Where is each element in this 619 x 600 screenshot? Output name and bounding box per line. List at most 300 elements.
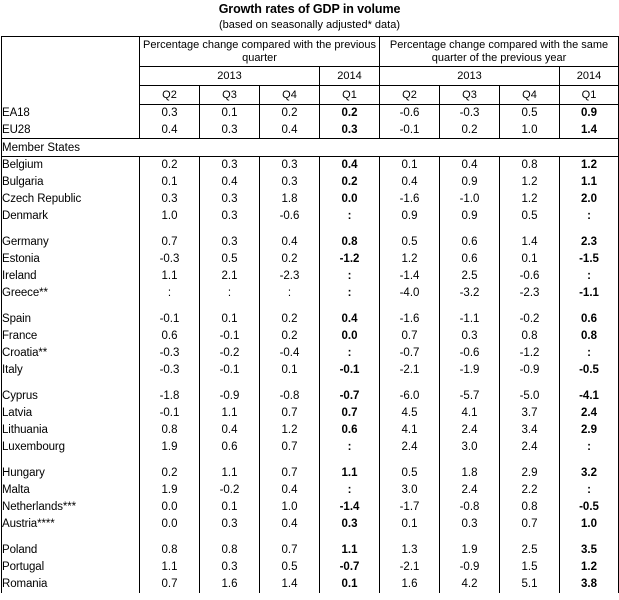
spacer-cell — [2, 533, 140, 542]
cell-qoq-1: 0.3 — [200, 234, 260, 251]
cell-qoq-2: 0.2 — [260, 251, 320, 268]
cell-yoy-0: 0.1 — [380, 516, 440, 533]
row-country-label: Lithuania — [2, 422, 140, 439]
cell-qoq-0: 0.1 — [140, 174, 200, 191]
row-country-label: Poland — [2, 542, 140, 559]
cell-yoy-0: 4.1 — [380, 422, 440, 439]
cell-yoy-0: 0.4 — [380, 174, 440, 191]
table-row — [2, 311, 619, 328]
table-body — [2, 105, 619, 593]
header-group-qoq: Percentage change compared with the previous quarter — [140, 37, 380, 67]
cell-qoq-1: 0.8 — [200, 542, 260, 559]
cell-qoq-3: : — [320, 208, 380, 225]
cell-yoy-2: -0.6 — [500, 268, 560, 285]
cell-yoy-3: 2.9 — [560, 422, 619, 439]
section-label-member-states: Member States — [2, 139, 619, 157]
cell-qoq-0: 0.7 — [140, 576, 200, 593]
table-row — [2, 157, 619, 174]
cell-qoq-1: 0.3 — [200, 516, 260, 533]
cell-yoy-2: 1.2 — [500, 174, 560, 191]
cell-qoq-0: 1.1 — [140, 559, 200, 576]
spacer-cell — [320, 302, 380, 311]
cell-yoy-0: 2.4 — [380, 439, 440, 456]
cell-qoq-3: 1.1 — [320, 465, 380, 482]
cell-yoy-0: -1.7 — [380, 499, 440, 516]
spacer-cell — [500, 225, 560, 234]
spacer-cell — [140, 456, 200, 465]
cell-yoy-1: 2.4 — [440, 422, 500, 439]
row-country-label: Portugal — [2, 559, 140, 576]
cell-yoy-1: 1.8 — [440, 465, 500, 482]
cell-yoy-0: 0.5 — [380, 465, 440, 482]
cell-yoy-1: 0.6 — [440, 234, 500, 251]
table-row — [2, 268, 619, 285]
cell-yoy-0: 1.2 — [380, 251, 440, 268]
row-country-label: Austria**** — [2, 516, 140, 533]
table-row — [2, 174, 619, 191]
cell-qoq-2: 0.3 — [260, 157, 320, 174]
cell-qoq-1: 0.1 — [200, 311, 260, 328]
cell-qoq-3: 0.4 — [320, 157, 380, 174]
cell-qoq-2: 0.3 — [260, 174, 320, 191]
cell-yoy-1: 1.9 — [440, 542, 500, 559]
cell-qoq-2: 0.7 — [260, 465, 320, 482]
table-row — [2, 576, 619, 593]
cell-yoy-2: -5.0 — [500, 388, 560, 405]
cell-qoq-3: 0.3 — [320, 122, 380, 139]
table-row — [2, 191, 619, 208]
spacer-cell — [260, 456, 320, 465]
cell-yoy-3: : — [560, 208, 619, 225]
header-row-groups — [2, 37, 619, 67]
spacer-cell — [140, 302, 200, 311]
cell-qoq-1: 0.1 — [200, 105, 260, 122]
row-country-label: France — [2, 328, 140, 345]
cell-yoy-3: 3.8 — [560, 576, 619, 593]
cell-qoq-3: 0.2 — [320, 174, 380, 191]
row-country-label: Italy — [2, 362, 140, 379]
cell-qoq-0: 0.3 — [140, 105, 200, 122]
cell-qoq-2: -0.4 — [260, 345, 320, 362]
cell-yoy-2: 2.5 — [500, 542, 560, 559]
cell-yoy-2: 2.4 — [500, 439, 560, 456]
cell-qoq-1: 0.6 — [200, 439, 260, 456]
table-row — [2, 362, 619, 379]
row-country-label: Croatia** — [2, 345, 140, 362]
cell-yoy-2: 0.5 — [500, 208, 560, 225]
cell-qoq-3: 0.2 — [320, 105, 380, 122]
spacer-cell — [440, 533, 500, 542]
cell-yoy-0: -0.6 — [380, 105, 440, 122]
cell-qoq-1: 1.6 — [200, 576, 260, 593]
cell-yoy-0: 0.9 — [380, 208, 440, 225]
spacer-cell — [560, 456, 619, 465]
table-row — [2, 422, 619, 439]
spacer-cell — [320, 533, 380, 542]
cell-yoy-2: 3.7 — [500, 405, 560, 422]
spacer-cell — [560, 225, 619, 234]
spacer-cell — [2, 456, 140, 465]
cell-qoq-1: : — [200, 285, 260, 302]
table-row — [2, 439, 619, 456]
cell-yoy-3: : — [560, 345, 619, 362]
cell-qoq-0: : — [140, 285, 200, 302]
cell-yoy-1: -1.9 — [440, 362, 500, 379]
header-q-qoq-0: Q2 — [140, 86, 200, 105]
cell-yoy-2: 1.2 — [500, 191, 560, 208]
spacer-cell — [260, 533, 320, 542]
table-row — [2, 465, 619, 482]
header-q-qoq-3: Q1 — [320, 86, 380, 105]
cell-qoq-2: 0.4 — [260, 234, 320, 251]
spacer-cell — [380, 225, 440, 234]
spacer-cell — [560, 302, 619, 311]
row-country-label: Luxembourg — [2, 439, 140, 456]
cell-qoq-3: : — [320, 285, 380, 302]
cell-qoq-1: -0.9 — [200, 388, 260, 405]
table-row — [2, 388, 619, 405]
cell-yoy-2: 1.4 — [500, 234, 560, 251]
cell-qoq-3: 0.8 — [320, 234, 380, 251]
cell-qoq-3: -1.2 — [320, 251, 380, 268]
cell-qoq-1: 0.3 — [200, 208, 260, 225]
cell-qoq-2: 0.7 — [260, 405, 320, 422]
cell-qoq-0: 0.3 — [140, 191, 200, 208]
cell-yoy-1: -1.1 — [440, 311, 500, 328]
cell-qoq-2: -0.8 — [260, 388, 320, 405]
cell-qoq-2: 1.4 — [260, 576, 320, 593]
row-country-label: Cyprus — [2, 388, 140, 405]
cell-qoq-1: -0.2 — [200, 345, 260, 362]
cell-yoy-0: 1.6 — [380, 576, 440, 593]
cell-yoy-2: -0.2 — [500, 311, 560, 328]
cell-yoy-2: 1.0 — [500, 122, 560, 139]
row-country-label: Ireland — [2, 268, 140, 285]
cell-yoy-0: -1.4 — [380, 268, 440, 285]
cell-yoy-3: 0.9 — [560, 105, 619, 122]
cell-yoy-1: 0.2 — [440, 122, 500, 139]
cell-qoq-0: 0.0 — [140, 499, 200, 516]
cell-qoq-3: : — [320, 482, 380, 499]
cell-qoq-0: 0.2 — [140, 465, 200, 482]
header-year-2013-yoy: 2013 — [380, 67, 560, 86]
header-group-yoy: Percentage change compared with the same quarter of the previous year — [380, 37, 619, 67]
table-row — [2, 516, 619, 533]
cell-qoq-1: 2.1 — [200, 268, 260, 285]
cell-qoq-2: 0.1 — [260, 362, 320, 379]
spacer-cell — [200, 379, 260, 388]
row-country-label: Denmark — [2, 208, 140, 225]
cell-qoq-3: -0.7 — [320, 559, 380, 576]
cell-yoy-1: 2.4 — [440, 482, 500, 499]
cell-qoq-2: -2.3 — [260, 268, 320, 285]
cell-qoq-0: -0.3 — [140, 251, 200, 268]
group-spacer-row — [2, 302, 619, 311]
cell-yoy-0: -6.0 — [380, 388, 440, 405]
cell-yoy-0: 4.5 — [380, 405, 440, 422]
cell-qoq-0: 1.1 — [140, 268, 200, 285]
cell-yoy-2: 0.8 — [500, 157, 560, 174]
spacer-cell — [560, 533, 619, 542]
cell-qoq-0: -0.3 — [140, 345, 200, 362]
table-row — [2, 345, 619, 362]
group-spacer-row — [2, 225, 619, 234]
spacer-cell — [440, 456, 500, 465]
cell-yoy-1: -5.7 — [440, 388, 500, 405]
cell-yoy-0: -2.1 — [380, 362, 440, 379]
table-row — [2, 285, 619, 302]
table-row — [2, 559, 619, 576]
cell-yoy-1: 4.2 — [440, 576, 500, 593]
row-country-label: Czech Republic — [2, 191, 140, 208]
cell-qoq-0: 0.4 — [140, 122, 200, 139]
spacer-cell — [260, 302, 320, 311]
cell-qoq-0: 1.9 — [140, 439, 200, 456]
cell-qoq-2: -0.6 — [260, 208, 320, 225]
cell-qoq-2: 1.8 — [260, 191, 320, 208]
row-country-label: Netherlands*** — [2, 499, 140, 516]
cell-qoq-2: 0.7 — [260, 439, 320, 456]
cell-qoq-3: : — [320, 345, 380, 362]
cell-yoy-3: : — [560, 439, 619, 456]
cell-yoy-3: : — [560, 482, 619, 499]
cell-yoy-0: 1.3 — [380, 542, 440, 559]
row-country-label: Latvia — [2, 405, 140, 422]
cell-yoy-3: -4.1 — [560, 388, 619, 405]
cell-yoy-3: 1.2 — [560, 157, 619, 174]
cell-yoy-3: 1.2 — [560, 559, 619, 576]
cell-yoy-1: -0.8 — [440, 499, 500, 516]
cell-yoy-0: 3.0 — [380, 482, 440, 499]
cell-qoq-0: 0.7 — [140, 234, 200, 251]
cell-qoq-0: 1.0 — [140, 208, 200, 225]
cell-yoy-2: 0.8 — [500, 328, 560, 345]
cell-yoy-0: -0.7 — [380, 345, 440, 362]
cell-qoq-2: 0.2 — [260, 105, 320, 122]
cell-yoy-2: 1.5 — [500, 559, 560, 576]
cell-yoy-0: 0.7 — [380, 328, 440, 345]
cell-qoq-0: 0.2 — [140, 157, 200, 174]
table-row — [2, 328, 619, 345]
cell-yoy-2: -1.2 — [500, 345, 560, 362]
spacer-cell — [140, 533, 200, 542]
cell-qoq-3: 0.3 — [320, 516, 380, 533]
header-q-yoy-3: Q1 — [560, 86, 619, 105]
cell-qoq-2: : — [260, 285, 320, 302]
cell-qoq-2: 0.4 — [260, 516, 320, 533]
cell-qoq-1: -0.1 — [200, 362, 260, 379]
spacer-cell — [440, 302, 500, 311]
cell-qoq-3: 0.0 — [320, 328, 380, 345]
cell-yoy-1: 0.6 — [440, 251, 500, 268]
cell-yoy-2: 2.9 — [500, 465, 560, 482]
cell-yoy-3: 2.4 — [560, 405, 619, 422]
cell-qoq-3: 0.1 — [320, 576, 380, 593]
cell-qoq-0: 0.8 — [140, 542, 200, 559]
cell-qoq-1: 0.5 — [200, 251, 260, 268]
cell-qoq-1: 0.1 — [200, 499, 260, 516]
header-year-2014-qoq: 2014 — [320, 67, 380, 86]
table-row — [2, 482, 619, 499]
table-row — [2, 105, 619, 122]
cell-yoy-1: 0.3 — [440, 328, 500, 345]
cell-qoq-1: 0.3 — [200, 122, 260, 139]
header-year-2014-yoy: 2014 — [560, 67, 619, 86]
spacer-cell — [2, 225, 140, 234]
cell-yoy-1: 0.9 — [440, 174, 500, 191]
header-q-yoy-1: Q3 — [440, 86, 500, 105]
spacer-cell — [500, 533, 560, 542]
cell-yoy-1: 2.5 — [440, 268, 500, 285]
cell-yoy-1: 4.1 — [440, 405, 500, 422]
cell-yoy-3: 0.8 — [560, 328, 619, 345]
cell-yoy-3: 2.0 — [560, 191, 619, 208]
cell-yoy-2: -2.3 — [500, 285, 560, 302]
cell-yoy-1: -0.9 — [440, 559, 500, 576]
spacer-cell — [320, 379, 380, 388]
cell-qoq-1: 0.3 — [200, 157, 260, 174]
cell-qoq-0: -1.8 — [140, 388, 200, 405]
spacer-cell — [320, 225, 380, 234]
cell-qoq-3: -1.4 — [320, 499, 380, 516]
row-country-label: Estonia — [2, 251, 140, 268]
spacer-cell — [2, 302, 140, 311]
cell-qoq-3: : — [320, 439, 380, 456]
cell-qoq-1: 0.4 — [200, 174, 260, 191]
cell-qoq-1: 1.1 — [200, 405, 260, 422]
cell-yoy-3: -1.5 — [560, 251, 619, 268]
row-country-label: Bulgaria — [2, 174, 140, 191]
cell-yoy-3: 3.5 — [560, 542, 619, 559]
spacer-cell — [380, 302, 440, 311]
spacer-cell — [560, 379, 619, 388]
spacer-cell — [380, 379, 440, 388]
cell-yoy-3: 3.2 — [560, 465, 619, 482]
cell-yoy-0: -1.6 — [380, 191, 440, 208]
cell-qoq-3: 0.6 — [320, 422, 380, 439]
cell-qoq-3: 0.0 — [320, 191, 380, 208]
cell-qoq-0: -0.1 — [140, 311, 200, 328]
cell-qoq-0: 0.8 — [140, 422, 200, 439]
cell-qoq-2: 0.5 — [260, 559, 320, 576]
cell-yoy-3: -1.1 — [560, 285, 619, 302]
cell-yoy-3: 1.1 — [560, 174, 619, 191]
cell-qoq-2: 0.2 — [260, 311, 320, 328]
cell-qoq-1: -0.2 — [200, 482, 260, 499]
header-q-yoy-0: Q2 — [380, 86, 440, 105]
cell-qoq-3: 0.4 — [320, 311, 380, 328]
cell-yoy-0: -2.1 — [380, 559, 440, 576]
cell-qoq-2: 0.2 — [260, 328, 320, 345]
page-subtitle: (based on seasonally adjusted* data) — [218, 19, 400, 31]
table-header — [2, 37, 619, 105]
spacer-cell — [500, 379, 560, 388]
cell-qoq-1: -0.1 — [200, 328, 260, 345]
cell-yoy-2: 0.7 — [500, 516, 560, 533]
table-row — [2, 251, 619, 268]
cell-yoy-2: 0.8 — [500, 499, 560, 516]
spacer-cell — [200, 302, 260, 311]
cell-qoq-3: -0.7 — [320, 388, 380, 405]
cell-yoy-1: 3.0 — [440, 439, 500, 456]
cell-yoy-2: 5.1 — [500, 576, 560, 593]
cell-qoq-0: 0.6 — [140, 328, 200, 345]
table-row — [2, 234, 619, 251]
row-country-label: EU28 — [2, 122, 140, 139]
spacer-cell — [500, 456, 560, 465]
cell-qoq-1: 1.1 — [200, 465, 260, 482]
spacer-cell — [380, 456, 440, 465]
row-country-label: Belgium — [2, 157, 140, 174]
spacer-cell — [200, 225, 260, 234]
title-block — [0, 0, 619, 32]
cell-yoy-2: 0.5 — [500, 105, 560, 122]
cell-yoy-2: 0.1 — [500, 251, 560, 268]
cell-yoy-1: -1.0 — [440, 191, 500, 208]
cell-qoq-3: 0.7 — [320, 405, 380, 422]
row-country-label: Greece** — [2, 285, 140, 302]
cell-yoy-0: 0.5 — [380, 234, 440, 251]
gdp-growth-table — [1, 36, 619, 593]
cell-qoq-1: 0.4 — [200, 422, 260, 439]
table-row — [2, 208, 619, 225]
cell-yoy-2: 3.4 — [500, 422, 560, 439]
spacer-cell — [380, 533, 440, 542]
cell-yoy-3: 0.6 — [560, 311, 619, 328]
spacer-cell — [200, 456, 260, 465]
header-q-qoq-1: Q3 — [200, 86, 260, 105]
row-country-label: EA18 — [2, 105, 140, 122]
row-country-label: Germany — [2, 234, 140, 251]
cell-qoq-2: 1.2 — [260, 422, 320, 439]
cell-yoy-3: 1.4 — [560, 122, 619, 139]
spacer-cell — [260, 225, 320, 234]
spacer-cell — [200, 533, 260, 542]
cell-qoq-3: -0.1 — [320, 362, 380, 379]
cell-yoy-3: -0.5 — [560, 499, 619, 516]
cell-qoq-1: 0.3 — [200, 559, 260, 576]
table-row — [2, 122, 619, 139]
spacer-cell — [500, 302, 560, 311]
spacer-cell — [140, 379, 200, 388]
spacer-cell — [440, 379, 500, 388]
cell-qoq-2: 0.4 — [260, 122, 320, 139]
cell-qoq-0: 1.9 — [140, 482, 200, 499]
group-spacer-row — [2, 533, 619, 542]
cell-qoq-3: : — [320, 268, 380, 285]
cell-qoq-3: 1.1 — [320, 542, 380, 559]
cell-qoq-0: 0.0 — [140, 516, 200, 533]
cell-qoq-2: 1.0 — [260, 499, 320, 516]
group-spacer-row — [2, 456, 619, 465]
cell-yoy-1: -0.6 — [440, 345, 500, 362]
cell-yoy-0: -1.6 — [380, 311, 440, 328]
cell-yoy-2: 2.2 — [500, 482, 560, 499]
cell-yoy-1: -0.3 — [440, 105, 500, 122]
cell-yoy-3: : — [560, 268, 619, 285]
cell-yoy-1: -3.2 — [440, 285, 500, 302]
cell-yoy-0: -0.1 — [380, 122, 440, 139]
header-q-yoy-2: Q4 — [500, 86, 560, 105]
cell-yoy-3: 1.0 — [560, 516, 619, 533]
group-spacer-row — [2, 379, 619, 388]
cell-qoq-1: 0.3 — [200, 191, 260, 208]
cell-yoy-1: 0.3 — [440, 516, 500, 533]
spacer-cell — [140, 225, 200, 234]
cell-qoq-0: -0.3 — [140, 362, 200, 379]
header-q-qoq-2: Q4 — [260, 86, 320, 105]
cell-qoq-2: 0.4 — [260, 482, 320, 499]
